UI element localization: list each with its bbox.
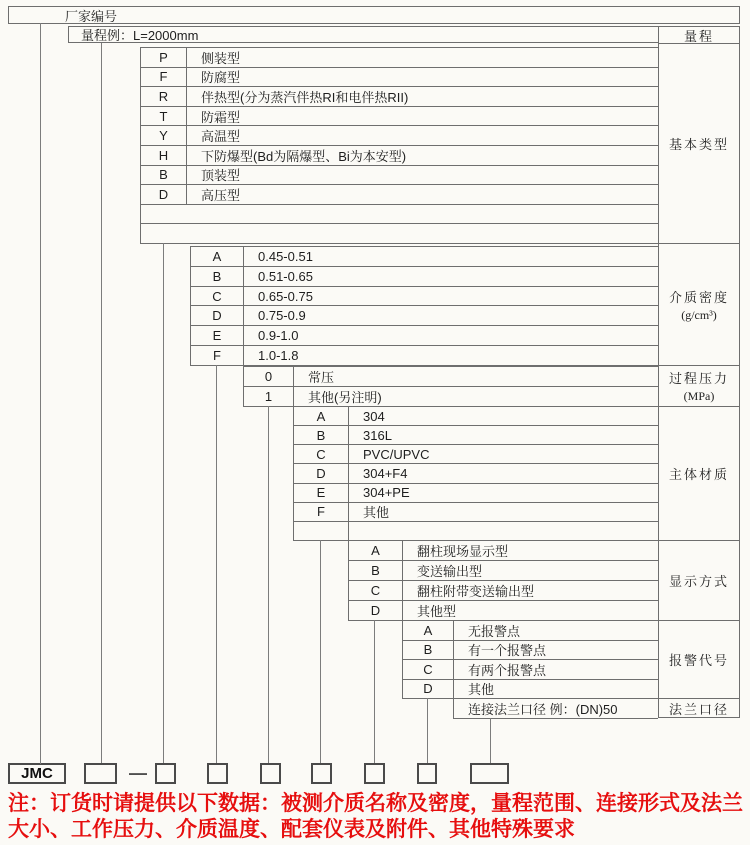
desc-cell: 连接法兰口径 例：(DN)50 bbox=[468, 702, 618, 717]
code-cell: D bbox=[349, 601, 403, 620]
code-cell: A bbox=[403, 621, 454, 640]
label-cell-flange-size bbox=[659, 699, 739, 717]
connector-line-medium-density bbox=[216, 365, 217, 764]
code-cell: Y bbox=[141, 126, 187, 145]
connector-line-basic-type bbox=[163, 243, 164, 764]
code-row bbox=[403, 621, 658, 641]
connector-line-display-mode bbox=[374, 620, 375, 764]
desc-cell: 翻柱附带变送输出型 bbox=[417, 584, 535, 599]
code-row bbox=[244, 367, 658, 387]
desc-cell: 无报警点 bbox=[468, 623, 521, 639]
desc-cell: 高压型 bbox=[201, 187, 241, 203]
section-process-pressure bbox=[243, 366, 658, 407]
desc-cell: 0.65-0.75 bbox=[258, 288, 313, 304]
code-cell: 0 bbox=[244, 367, 294, 386]
desc-cell: 其他型 bbox=[417, 604, 457, 619]
code-cell: A bbox=[294, 407, 349, 425]
label-cell-process-pressure bbox=[659, 366, 739, 407]
category-label-column bbox=[658, 26, 740, 718]
desc-cell: 304 bbox=[363, 408, 385, 424]
code-row bbox=[294, 445, 658, 464]
code-row bbox=[403, 680, 658, 700]
label-cell-body-material bbox=[659, 407, 739, 541]
code-cell: H bbox=[141, 146, 187, 165]
category-label: 法兰口径 bbox=[668, 701, 729, 717]
connector-line-flange-size bbox=[490, 718, 491, 764]
separator-dash-glyph: — bbox=[129, 763, 147, 783]
desc-cell: 常压 bbox=[308, 370, 335, 385]
category-label: 介质密度 bbox=[668, 289, 729, 305]
range-example-text: 量程例：L=2000mm bbox=[81, 28, 199, 43]
code-row bbox=[294, 484, 658, 503]
code-row bbox=[403, 660, 658, 680]
desc-cell: 翻柱现场显示型 bbox=[417, 544, 509, 559]
code-cell: C bbox=[294, 445, 349, 463]
desc-cell: 0.75-0.9 bbox=[258, 308, 306, 324]
code-row bbox=[294, 464, 658, 483]
range-example-row bbox=[68, 26, 658, 43]
code-row bbox=[191, 326, 658, 346]
code-row bbox=[191, 306, 658, 326]
order-note-text: 注：订货时请提供以下数据：被测介质名称及密度，量程范围、连接形式及法兰大小、工作压力、介质温度、配套仪表及附件、其他特殊要求 bbox=[8, 792, 743, 841]
category-label: 基本类型 bbox=[668, 137, 729, 152]
label-cell-display-mode bbox=[659, 541, 739, 621]
connector-line-alarm-code bbox=[427, 698, 428, 764]
code-row bbox=[294, 407, 658, 426]
label-cell-medium-density bbox=[659, 244, 739, 366]
category-label: 主体材质 bbox=[668, 467, 729, 482]
code-box-basic-type bbox=[155, 763, 176, 784]
section-display-mode bbox=[348, 540, 658, 621]
code-cell: 1 bbox=[244, 387, 294, 406]
model-prefix-box bbox=[8, 763, 66, 784]
code-row bbox=[141, 185, 658, 205]
code-box-body-material bbox=[311, 763, 332, 784]
code-cell: C bbox=[349, 581, 403, 600]
desc-cell: 防霜型 bbox=[201, 109, 241, 125]
category-unit: (MPa) bbox=[683, 389, 715, 403]
code-cell: B bbox=[294, 426, 349, 444]
code-cell: T bbox=[141, 107, 187, 126]
code-row bbox=[294, 426, 658, 445]
desc-cell: 侧装型 bbox=[201, 50, 241, 66]
manufacturer-code-row bbox=[8, 6, 740, 24]
code-box-flange-size bbox=[470, 763, 509, 784]
code-cell: A bbox=[191, 247, 244, 266]
desc-cell: 0.45-0.51 bbox=[258, 248, 313, 264]
code-row bbox=[349, 561, 658, 581]
code-row bbox=[141, 87, 658, 107]
code-cell: P bbox=[141, 48, 187, 67]
code-cell: D bbox=[294, 464, 349, 482]
code-row bbox=[294, 503, 658, 522]
code-row bbox=[141, 146, 658, 166]
empty-row bbox=[294, 522, 658, 541]
code-row bbox=[403, 641, 658, 661]
desc-cell: 有一个报警点 bbox=[468, 643, 547, 659]
desc-cell: 其他 bbox=[363, 505, 390, 521]
model-prefix-label: JMC bbox=[21, 765, 53, 782]
desc-cell: 1.0-1.8 bbox=[258, 348, 299, 364]
label-cell-range bbox=[659, 27, 739, 44]
code-row bbox=[191, 287, 658, 307]
code-cell bbox=[294, 522, 349, 540]
desc-cell: 变送输出型 bbox=[417, 564, 483, 579]
code-box-display-mode bbox=[364, 763, 385, 784]
code-row bbox=[244, 387, 658, 407]
code-row bbox=[141, 68, 658, 88]
code-box-medium-density bbox=[207, 763, 228, 784]
desc-cell: 防腐型 bbox=[201, 70, 241, 86]
desc-cell bbox=[141, 224, 658, 243]
code-row bbox=[141, 48, 658, 68]
section-body-material bbox=[293, 406, 658, 541]
code-cell: B bbox=[403, 641, 454, 660]
desc-cell: 0.9-1.0 bbox=[258, 328, 299, 344]
code-row bbox=[191, 247, 658, 267]
separator-dash bbox=[119, 763, 157, 784]
desc-cell: 其他(另注明) bbox=[308, 390, 382, 405]
desc-cell: 高温型 bbox=[201, 129, 241, 145]
code-cell: F bbox=[294, 503, 349, 521]
manufacturer-code-label: 厂家编号 bbox=[65, 8, 118, 24]
code-row bbox=[454, 699, 658, 719]
code-row bbox=[349, 541, 658, 561]
desc-cell bbox=[349, 522, 658, 540]
code-row bbox=[141, 126, 658, 146]
desc-cell: 其他 bbox=[468, 682, 495, 698]
desc-cell bbox=[141, 205, 658, 224]
code-row bbox=[141, 107, 658, 127]
category-label: 过程压力 bbox=[668, 371, 729, 386]
code-cell: C bbox=[403, 660, 454, 679]
code-cell: F bbox=[191, 346, 244, 365]
label-cell-alarm-code bbox=[659, 621, 739, 699]
desc-cell: 伴热型(分为蒸汽伴热RI和电伴热RII) bbox=[201, 89, 409, 105]
code-cell: D bbox=[141, 185, 187, 204]
code-row bbox=[141, 166, 658, 186]
code-box-process-pressure bbox=[260, 763, 281, 784]
code-row bbox=[349, 601, 658, 621]
code-cell: B bbox=[349, 561, 403, 580]
code-cell: R bbox=[141, 87, 187, 106]
connector-line-process-pressure bbox=[268, 406, 269, 764]
section-medium-density bbox=[190, 246, 658, 366]
desc-cell: PVC/UPVC bbox=[363, 446, 430, 462]
desc-cell: 顶装型 bbox=[201, 168, 241, 184]
category-unit: (g/cm³) bbox=[681, 307, 717, 322]
section-basic-type bbox=[140, 47, 658, 244]
code-cell: E bbox=[191, 326, 244, 345]
code-cell: B bbox=[141, 166, 187, 185]
code-cell: B bbox=[191, 267, 244, 286]
code-cell: E bbox=[294, 484, 349, 502]
connector-line-manufacturer bbox=[40, 23, 41, 764]
code-cell: A bbox=[349, 541, 403, 560]
category-label: 显示方式 bbox=[668, 574, 729, 589]
code-cell: C bbox=[191, 287, 244, 306]
desc-cell: 下防爆型(Bd为隔爆型、Bi为本安型) bbox=[201, 148, 407, 164]
desc-cell: 有两个报警点 bbox=[468, 662, 547, 678]
section-flange-size bbox=[453, 698, 658, 719]
order-note bbox=[8, 791, 750, 843]
empty-row bbox=[141, 224, 658, 244]
code-box-range bbox=[84, 763, 117, 784]
desc-cell: 316L bbox=[363, 427, 392, 443]
desc-cell: 0.51-0.65 bbox=[258, 268, 313, 284]
desc-cell: 304+F4 bbox=[363, 465, 408, 481]
code-row bbox=[191, 346, 658, 366]
code-cell: D bbox=[403, 680, 454, 699]
code-row bbox=[191, 267, 658, 287]
section-alarm-code bbox=[402, 620, 658, 699]
connector-line-range bbox=[101, 43, 102, 764]
category-label: 报警代号 bbox=[668, 653, 729, 668]
empty-row bbox=[141, 205, 658, 225]
label-cell-basic-type bbox=[659, 44, 739, 244]
code-cell: D bbox=[191, 306, 244, 325]
category-label: 量程 bbox=[683, 28, 714, 44]
code-cell: F bbox=[141, 68, 187, 87]
code-row bbox=[349, 581, 658, 601]
connector-line-body-material bbox=[320, 540, 321, 764]
code-box-alarm-code bbox=[417, 763, 437, 784]
desc-cell: 304+PE bbox=[363, 485, 410, 501]
